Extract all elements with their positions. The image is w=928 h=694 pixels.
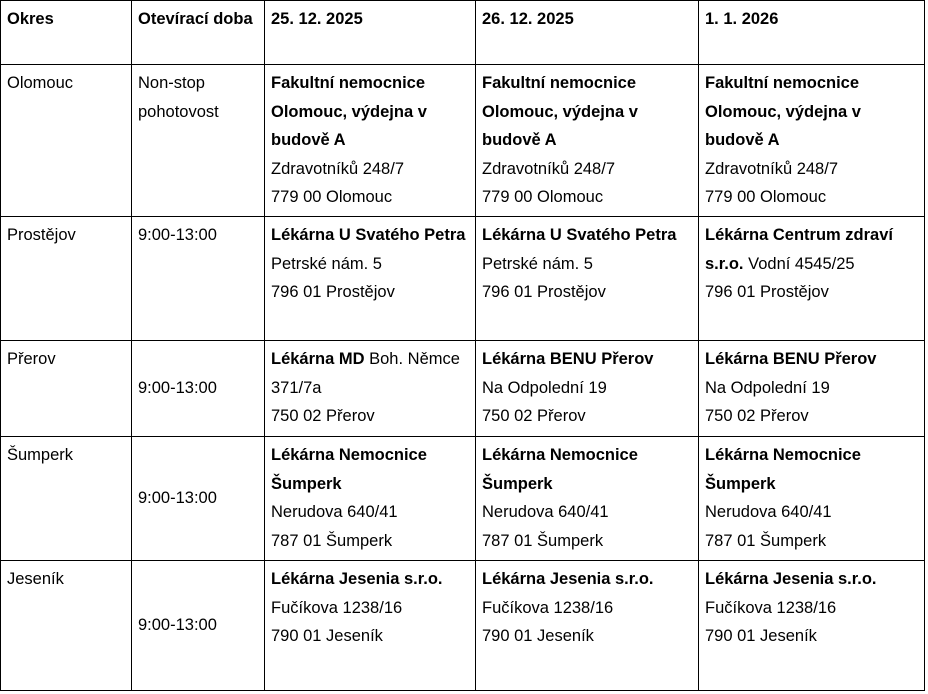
pharmacy-name: Fakultní nemocnice Olomouc, výdejna v budově A: [705, 74, 861, 149]
pharmacy-cell: [476, 341, 699, 437]
okres-cell: Jeseník: [1, 561, 132, 691]
pharmacy-name: Lékárna Centrum zdraví s.r.o.: [705, 226, 893, 273]
pharmacy-city: 779 00 Olomouc: [705, 188, 827, 206]
table-row: [1, 561, 925, 691]
pharmacy-street: Nerudova 640/41: [271, 503, 398, 521]
pharmacy-city: 750 02 Přerov: [482, 407, 586, 425]
pharmacy-street: Zdravotníků 248/7: [482, 159, 615, 178]
pharmacy-city: 796 01 Prostějov: [482, 283, 606, 301]
pharmacy-name: Lékárna Jesenia s.r.o.: [482, 570, 654, 588]
pharmacy-name: Lékárna MD: [271, 350, 365, 368]
pharmacy-street: Vodní 4545/25: [748, 254, 855, 273]
pharmacy-cell: [699, 65, 925, 217]
pharmacy-city: 787 01 Šumperk: [482, 531, 604, 550]
pharmacy-cell: [265, 341, 476, 437]
pharmacy-city: 796 01 Prostějov: [705, 283, 829, 301]
hours-cell: 9:00-13:00: [132, 561, 265, 691]
pharmacy-street: Na Odpolední 19: [705, 378, 830, 397]
pharmacy-city: 796 01 Prostějov: [271, 283, 395, 301]
pharmacy-cell: [265, 217, 476, 341]
pharmacy-cell: [699, 341, 925, 437]
table-row: [1, 437, 925, 561]
pharmacy-city: 750 02 Přerov: [271, 407, 375, 425]
pharmacy-name: Lékárna BENU Přerov: [482, 350, 654, 368]
pharmacy-street: Zdravotníků 248/7: [271, 159, 404, 178]
okres-cell: Prostějov: [1, 217, 132, 341]
pharmacy-cell: [265, 437, 476, 561]
hours-cell: 9:00-13:00: [132, 437, 265, 561]
pharmacy-name: Fakultní nemocnice Olomouc, výdejna v budově A: [482, 74, 638, 149]
pharmacy-city: 787 01 Šumperk: [705, 531, 827, 550]
pharmacy-cell: [265, 65, 476, 217]
pharmacy-cell: [476, 437, 699, 561]
pharmacy-street: Fučíkova 1238/16: [705, 598, 837, 617]
okres-cell: Přerov: [1, 341, 132, 437]
header-row: [1, 1, 925, 65]
pharmacy-street: Zdravotníků 248/7: [705, 159, 838, 178]
header-oteviraci-doba: Otevírací doba: [132, 1, 265, 65]
pharmacy-name: Lékárna Nemocnice Šumperk: [271, 446, 427, 493]
pharmacy-street: Nerudova 640/41: [705, 503, 832, 521]
table-row: [1, 341, 925, 437]
pharmacy-city: 779 00 Olomouc: [271, 188, 393, 206]
pharmacy-name: Lékárna U Svatého Petra: [482, 226, 677, 244]
pharmacy-city: 750 02 Přerov: [705, 407, 809, 425]
header-date-3: 1. 1. 2026: [699, 1, 925, 65]
pharmacy-name: Fakultní nemocnice Olomouc, výdejna v budově A: [271, 74, 427, 149]
pharmacy-cell: [699, 217, 925, 341]
pharmacy-city: 790 01 Jeseník: [271, 627, 383, 645]
hours-cell: 9:00-13:00: [132, 341, 265, 437]
pharmacy-city: 787 01 Šumperk: [271, 531, 393, 550]
pharmacy-street: Fučíkova 1238/16: [482, 598, 614, 617]
pharmacy-street: Boh. Němce 371/7a: [271, 350, 460, 397]
pharmacy-cell: [265, 561, 476, 691]
okres-cell: Olomouc: [1, 65, 132, 217]
hours-cell: Non-stop pohotovost: [132, 65, 265, 217]
pharmacy-cell: [699, 437, 925, 561]
pharmacy-name: Lékárna U Svatého Petra: [271, 226, 466, 244]
pharmacy-street: Petrské nám. 5: [271, 254, 382, 273]
pharmacy-name: Lékárna Jesenia s.r.o.: [705, 570, 877, 588]
pharmacy-city: 790 01 Jeseník: [705, 627, 817, 645]
pharmacy-cell: [699, 561, 925, 691]
table-row: [1, 65, 925, 217]
pharmacy-name: Lékárna BENU Přerov: [705, 350, 877, 368]
pharmacy-name: Lékárna Nemocnice Šumperk: [482, 446, 638, 493]
pharmacy-cell: [476, 217, 699, 341]
pharmacy-street: Nerudova 640/41: [482, 503, 609, 521]
pharmacy-city: 779 00 Olomouc: [482, 188, 604, 206]
hours-cell: 9:00-13:00: [132, 217, 265, 341]
pharmacy-cell: [476, 65, 699, 217]
pharmacy-cell: [476, 561, 699, 691]
pharmacy-city: 790 01 Jeseník: [482, 627, 594, 645]
okres-cell: Šumperk: [1, 437, 132, 561]
header-okres: Okres: [1, 1, 132, 65]
table-row: [1, 217, 925, 341]
pharmacy-street: Fučíkova 1238/16: [271, 598, 403, 617]
pharmacy-street: Na Odpolední 19: [482, 378, 607, 397]
pharmacy-name: Lékárna Nemocnice Šumperk: [705, 446, 861, 493]
header-date-1: 25. 12. 2025: [265, 1, 476, 65]
pharmacy-name: Lékárna Jesenia s.r.o.: [271, 570, 443, 588]
pharmacy-street: Petrské nám. 5: [482, 254, 593, 273]
header-date-2: 26. 12. 2025: [476, 1, 699, 65]
